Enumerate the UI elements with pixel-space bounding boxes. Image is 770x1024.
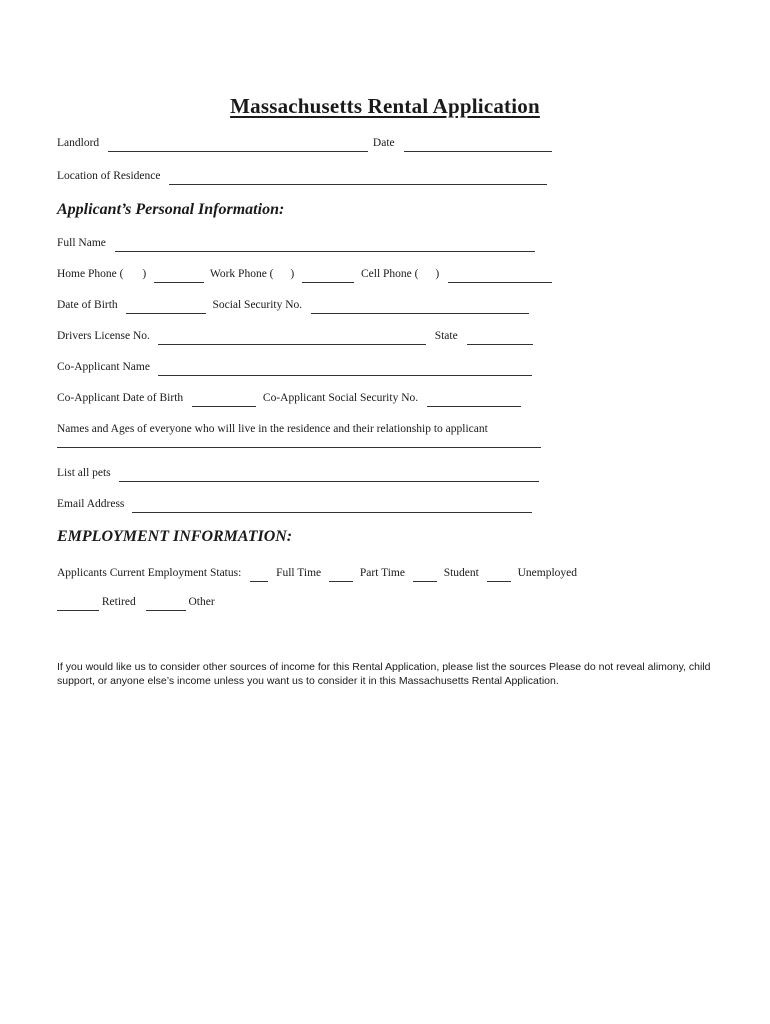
employment-status-label: Applicants Current Employment Status: <box>57 567 242 579</box>
co-ssn-label: Co-Applicant Social Security No. <box>262 392 419 404</box>
email-row <box>57 495 532 513</box>
work-phone-close: ) <box>290 268 295 280</box>
pets-label: List all pets <box>57 467 111 479</box>
full-time-label: Full Time <box>276 567 322 579</box>
employment-status-row <box>57 564 577 582</box>
ssn-field[interactable] <box>311 299 529 314</box>
occupants-field[interactable] <box>57 447 541 448</box>
retired-label: Retired <box>101 596 136 608</box>
unemployed-label: Unemployed <box>517 567 577 579</box>
other-label: Other <box>188 596 215 608</box>
dob-field[interactable] <box>126 299 206 314</box>
license-row <box>57 327 533 345</box>
co-name-field[interactable] <box>158 361 532 376</box>
state-label: State <box>434 330 458 342</box>
cell-phone-close: ) <box>435 268 440 280</box>
full-name-field[interactable] <box>115 237 535 252</box>
student-blank[interactable] <box>413 567 437 582</box>
full-name-label: Full Name <box>57 237 106 249</box>
co-dob-label: Co-Applicant Date of Birth <box>57 392 184 404</box>
dob-label: Date of Birth <box>57 299 118 311</box>
retired-blank[interactable] <box>57 596 99 611</box>
part-time-blank[interactable] <box>329 567 353 582</box>
co-name-row <box>57 358 532 376</box>
email-field[interactable] <box>132 498 532 513</box>
license-label: Drivers License No. <box>57 330 150 342</box>
full-time-blank[interactable] <box>250 567 268 582</box>
occupants-row <box>57 420 488 438</box>
full-name-row <box>57 234 535 252</box>
email-label: Email Address <box>57 498 125 510</box>
retired-row <box>57 593 215 611</box>
location-field[interactable] <box>169 170 547 185</box>
personal-info-heading: Applicant’s Personal Information: <box>57 201 285 218</box>
cell-phone-label: Cell Phone ( <box>360 268 419 280</box>
page-title: Massachusetts Rental Application <box>230 94 540 118</box>
co-ssn-field[interactable] <box>427 392 521 407</box>
dob-row <box>57 296 529 314</box>
date-field[interactable] <box>404 137 552 152</box>
landlord-field[interactable] <box>108 137 368 152</box>
pets-row <box>57 464 539 482</box>
pets-field[interactable] <box>119 467 539 482</box>
part-time-label: Part Time <box>359 567 405 579</box>
location-label: Location of Residence <box>57 170 161 182</box>
phone-row <box>57 265 552 283</box>
co-name-label: Co-Applicant Name <box>57 361 150 373</box>
location-row <box>57 167 547 185</box>
home-phone-label: Home Phone ( <box>57 268 124 280</box>
home-phone-field[interactable] <box>154 268 204 283</box>
home-phone-close: ) <box>142 268 147 280</box>
ssn-label: Social Security No. <box>212 299 303 311</box>
unemployed-blank[interactable] <box>487 567 511 582</box>
co-dob-field[interactable] <box>192 392 256 407</box>
landlord-label: Landlord <box>57 137 100 149</box>
work-phone-label: Work Phone ( <box>209 268 274 280</box>
co-dob-row <box>57 389 521 407</box>
landlord-row <box>57 134 552 152</box>
other-blank[interactable] <box>146 596 186 611</box>
occupants-label: Names and Ages of everyone who will live in the residence and their relationship to applicant <box>57 423 488 435</box>
cell-phone-field[interactable] <box>448 268 552 283</box>
work-phone-field[interactable] <box>302 268 354 283</box>
income-note: If you would like us to consider other sources of income for this Rental Application, please list the sources Please do not reveal alimony, child support, or anyone else’s income unless you want us to consider it in this Massachusetts Rental Application. <box>57 661 711 687</box>
license-field[interactable] <box>158 330 426 345</box>
date-label: Date <box>372 137 395 149</box>
student-label: Student <box>443 567 479 579</box>
state-field[interactable] <box>467 330 533 345</box>
employment-heading: EMPLOYMENT INFORMATION: <box>57 528 293 545</box>
